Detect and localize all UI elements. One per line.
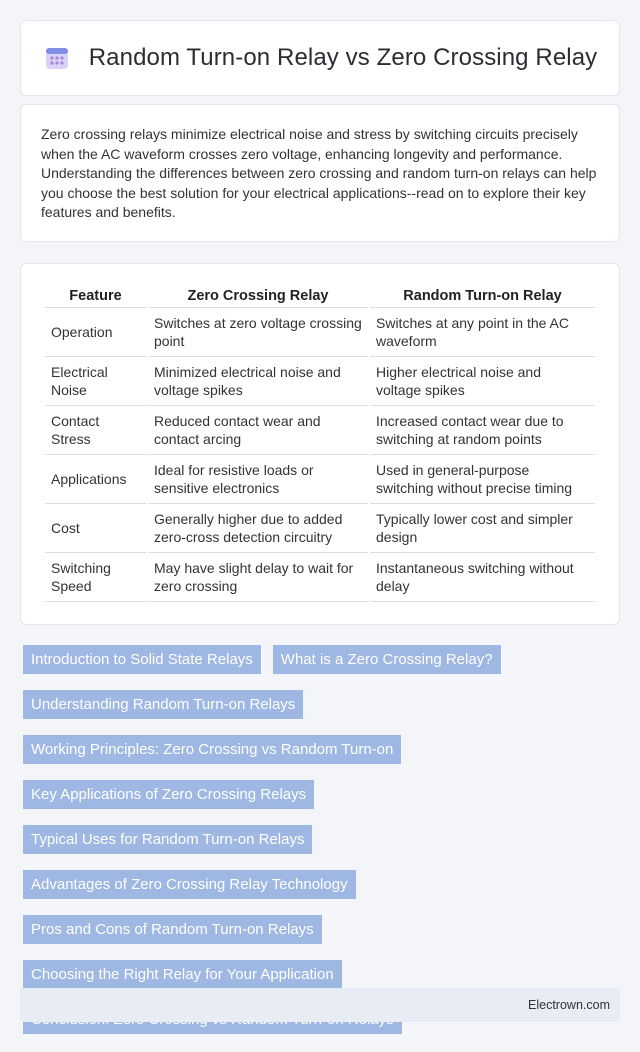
header-feature: Feature xyxy=(45,284,146,308)
row-feature: Contact Stress xyxy=(45,406,146,455)
row-random-turn-on: Typically lower cost and simpler design xyxy=(370,504,595,553)
row-random-turn-on: Switches at any point in the AC waveform xyxy=(370,308,595,357)
table-row xyxy=(45,504,595,553)
row-random-turn-on: Instantaneous switching without delay xyxy=(370,553,595,602)
table-row xyxy=(45,406,595,455)
row-feature: Operation xyxy=(45,308,146,357)
table-header-row xyxy=(45,284,595,308)
row-feature: Cost xyxy=(45,504,146,553)
table-row xyxy=(45,357,595,406)
table-row xyxy=(45,308,595,357)
row-zero-crossing: May have slight delay to wait for zero crossing xyxy=(148,553,368,602)
link-working-principles[interactable]: Working Principles: Zero Crossing vs Random Turn-on xyxy=(23,735,401,764)
calendar-grid-icon xyxy=(43,44,71,72)
footer xyxy=(20,988,620,1022)
link-pros-cons[interactable]: Pros and Cons of Random Turn-on Relays xyxy=(23,915,322,944)
title-wrap xyxy=(43,44,598,72)
row-zero-crossing: Minimized electrical noise and voltage spikes xyxy=(148,357,368,406)
comparison-table-card xyxy=(20,263,620,625)
table-row xyxy=(45,553,595,602)
row-random-turn-on: Higher electrical noise and voltage spikes xyxy=(370,357,595,406)
footer-site-name: Electrown.com xyxy=(528,998,610,1012)
link-choosing-right-relay[interactable]: Choosing the Right Relay for Your Application xyxy=(23,960,342,989)
link-advantages[interactable]: Advantages of Zero Crossing Relay Technology xyxy=(23,870,356,899)
row-feature: Electrical Noise xyxy=(45,357,146,406)
row-zero-crossing: Reduced contact wear and contact arcing xyxy=(148,406,368,455)
link-key-applications[interactable]: Key Applications of Zero Crossing Relays xyxy=(23,780,314,809)
link-intro-solid-state-relays[interactable]: Introduction to Solid State Relays xyxy=(23,645,261,674)
comparison-table xyxy=(43,284,597,602)
link-what-is-zero-crossing[interactable]: What is a Zero Crossing Relay? xyxy=(273,645,501,674)
row-zero-crossing: Switches at zero voltage crossing point xyxy=(148,308,368,357)
link-typical-uses[interactable]: Typical Uses for Random Turn-on Relays xyxy=(23,825,312,854)
row-zero-crossing: Ideal for resistive loads or sensitive electronics xyxy=(148,455,368,504)
row-zero-crossing: Generally higher due to added zero-cross detection circuitry xyxy=(148,504,368,553)
row-feature: Applications xyxy=(45,455,146,504)
row-feature: Switching Speed xyxy=(45,553,146,602)
intro-paragraph: Zero crossing relays minimize electrical noise and stress by switching circuits precisely when the AC waveform crosses zero voltage, enhancing longevity and performance. Understanding the differences between zero crossing and random turn-on relays can help you choose the best solution for your electrical applications--read on to explore their key features and benefits. xyxy=(41,126,597,220)
row-random-turn-on: Increased contact wear due to switching at random points xyxy=(370,406,595,455)
topic-links xyxy=(20,645,620,1034)
row-random-turn-on: Used in general-purpose switching without precise timing xyxy=(370,455,595,504)
page-title: Random Turn-on Relay vs Zero Crossing Relay xyxy=(88,44,598,71)
header-card xyxy=(20,20,620,96)
link-understanding-random-turn-on[interactable]: Understanding Random Turn-on Relays xyxy=(23,690,303,719)
header-zero-crossing: Zero Crossing Relay xyxy=(148,284,368,308)
table-row xyxy=(45,455,595,504)
intro-card xyxy=(20,104,620,242)
header-random-turn-on: Random Turn-on Relay xyxy=(370,284,595,308)
